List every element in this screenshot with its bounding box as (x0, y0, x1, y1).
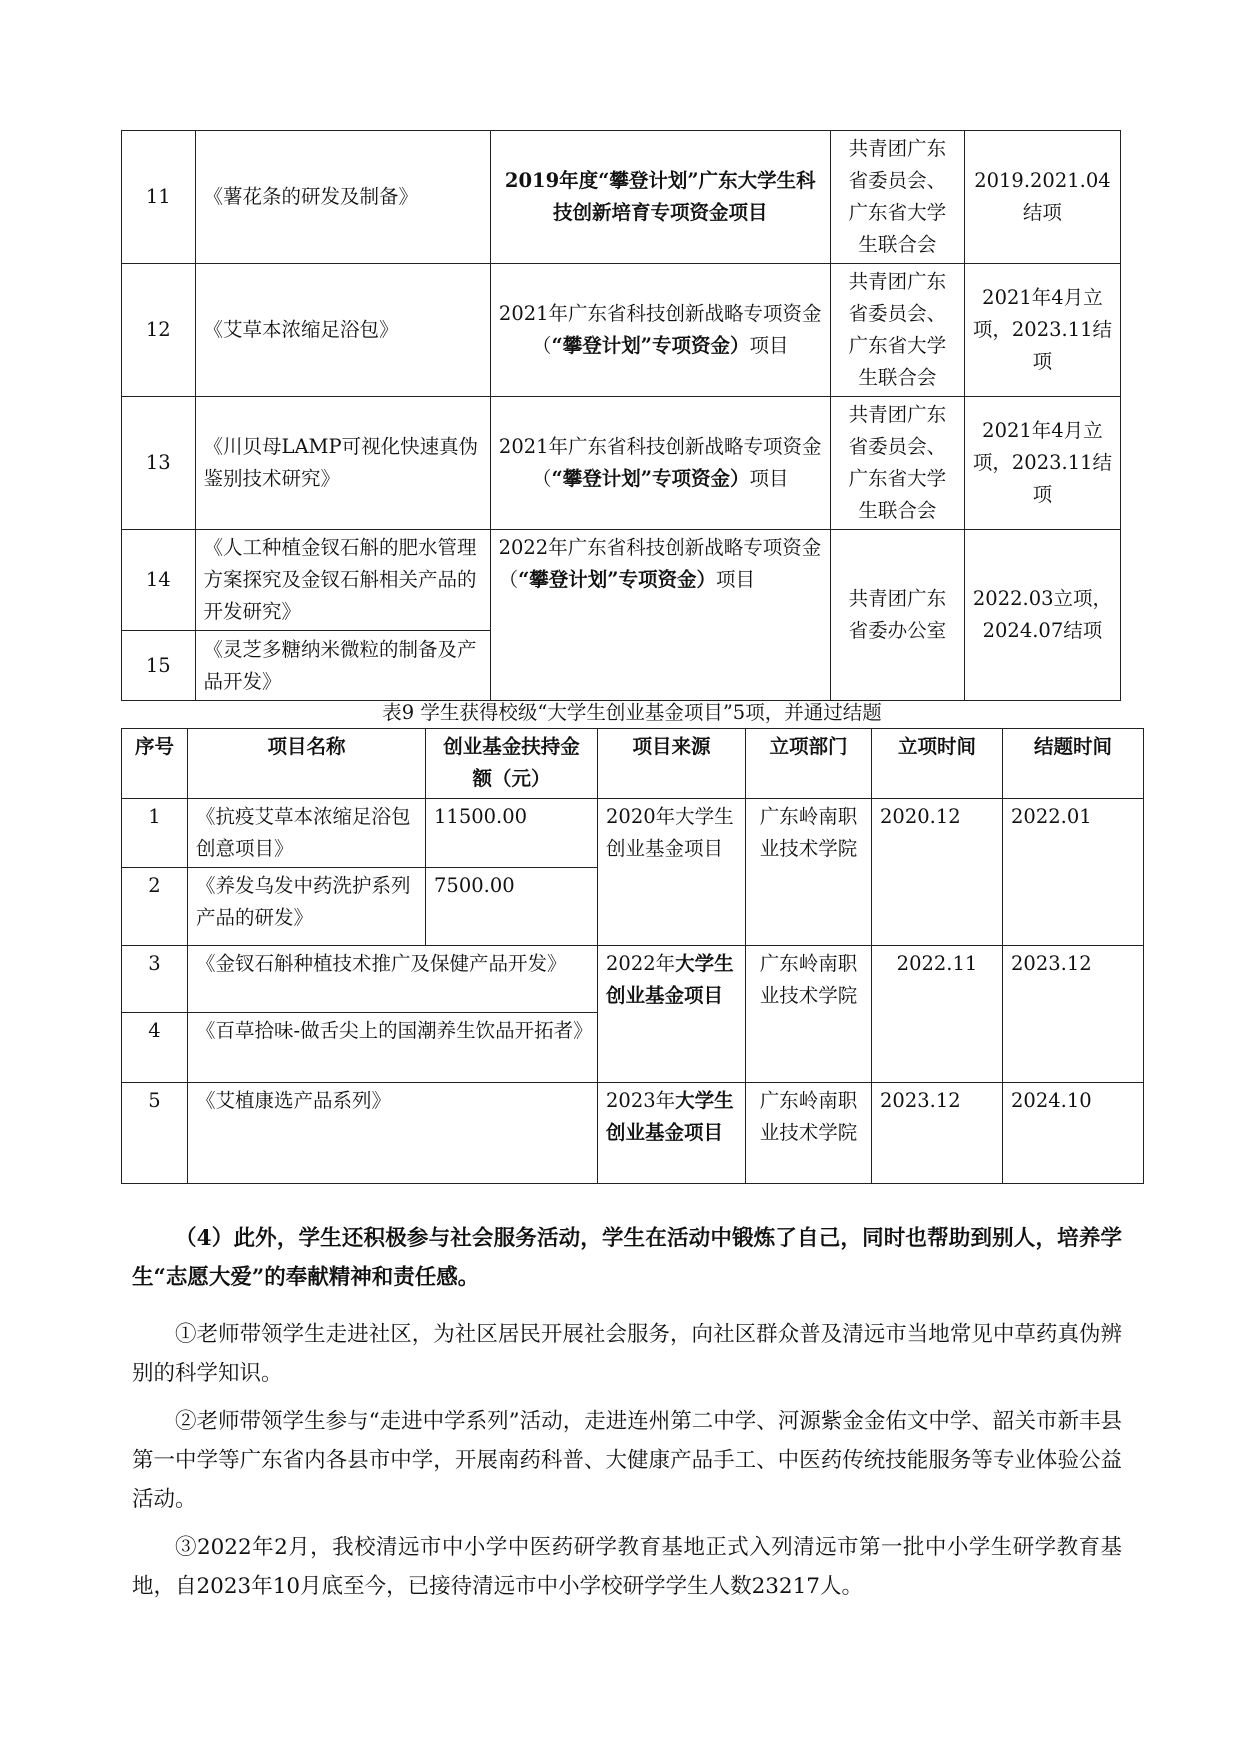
header-dept: 立项部门 (746, 729, 872, 799)
project-name: 《抗疫艾草本浓缩足浴包创意项目》 (188, 799, 426, 868)
project-name: 《养发乌发中药洗护系列产品的研发》 (188, 868, 426, 946)
table-caption: 表9 学生获得校级“大学生创业基金项目”5项，并通过结题 (382, 701, 882, 724)
project-source: 2022年广东省科技创新战略专项资金（“攀登计划”专项资金）项目 (490, 530, 830, 701)
project-name: 《艾草本浓缩足浴包》 (195, 264, 490, 397)
project-dept: 广东岭南职业技术学院 (746, 946, 872, 1083)
table-row (122, 397, 1121, 530)
header-name: 项目名称 (188, 729, 426, 799)
project-time: 2022.03立项，2024.07结项 (964, 530, 1120, 701)
project-source: 2020年大学生创业基金项目 (598, 799, 746, 946)
table-row (122, 946, 1144, 1013)
project-table-continued (121, 130, 1121, 701)
paragraph-4: （4）此外，学生还积极参与社会服务活动，学生在活动中锻炼了自己，同时也帮助到别人，培养学生“志愿大爱”的奉献精神和责任感。 (132, 1226, 1122, 1290)
fund-amount: 7500.00 (426, 868, 598, 946)
end-time: 2022.01 (1003, 799, 1144, 946)
project-source: 2021年广东省科技创新战略专项资金（“攀登计划”专项资金）项目 (490, 264, 830, 397)
table-header-row (122, 729, 1144, 799)
row-number: 1 (122, 799, 188, 868)
table-row (122, 131, 1121, 264)
project-source: 2022年大学生创业基金项目 (598, 946, 746, 1083)
project-source: 2019年度“攀登计划”广东大学生科技创新培育专项资金项目 (490, 131, 830, 264)
project-time: 2021年4月立项，2023.11结项 (964, 397, 1120, 530)
start-time: 2022.11 (872, 946, 1003, 1083)
header-no: 序号 (122, 729, 188, 799)
project-name: 《金钗石斛种植技术推广及保健产品开发》 (188, 946, 598, 1013)
paragraph-item-2: ②老师带领学生参与“走进中学系列”活动，走进连州第二中学、河源紫金金佑文中学、韶关市新丰县第一中学等广东省内各县市中学，开展南药科普、大健康产品手工、中医药传统技能服务等专业体验公益活动。 (132, 1409, 1122, 1512)
row-number: 2 (122, 868, 188, 946)
paragraph-item-3: ③2022年2月，我校清远市中小学中医药研学教育基地正式入列清远市第一批中小学生研学教育基地，自2023年10月底至今，已接待清远市中小学校研学学生人数23217人。 (132, 1535, 1122, 1599)
start-time: 2020.12 (872, 799, 1003, 946)
row-number: 5 (122, 1083, 188, 1184)
header-end: 结题时间 (1003, 729, 1144, 799)
project-name: 《人工种植金钗石斛的肥水管理方案探究及金钗石斛相关产品的开发研究》 (195, 530, 490, 631)
header-amount: 创业基金扶持金额（元） (426, 729, 598, 799)
project-dept: 广东岭南职业技术学院 (746, 1083, 872, 1184)
project-source: 2021年广东省科技创新战略专项资金（“攀登计划”专项资金）项目 (490, 397, 830, 530)
project-dept: 共青团广东省委员会、广东省大学生联合会 (830, 131, 964, 264)
paragraph-item-1: ①老师带领学生走进社区，为社区居民开展社会服务，向社区群众普及清远市当地常见中草药真伪辨别的科学知识。 (132, 1322, 1122, 1386)
row-number: 4 (122, 1013, 188, 1083)
row-number: 14 (122, 530, 196, 631)
row-number: 11 (122, 131, 196, 264)
project-name: 《艾植康选产品系列》 (188, 1083, 598, 1184)
table-row (122, 799, 1144, 868)
project-time: 2019.2021.04结项 (964, 131, 1120, 264)
table-row (122, 530, 1121, 631)
row-number: 12 (122, 264, 196, 397)
row-number: 15 (122, 631, 196, 701)
table-row (122, 264, 1121, 397)
project-name: 《薯花条的研发及制备》 (195, 131, 490, 264)
project-name: 《灵芝多糖纳米微粒的制备及产品开发》 (195, 631, 490, 701)
row-number: 3 (122, 946, 188, 1013)
header-source: 项目来源 (598, 729, 746, 799)
project-name: 《川贝母LAMP可视化快速真伪鉴别技术研究》 (195, 397, 490, 530)
header-start: 立项时间 (872, 729, 1003, 799)
project-dept: 共青团广东省委员会、广东省大学生联合会 (830, 264, 964, 397)
project-name: 《百草拾味-做舌尖上的国潮养生饮品开拓者》 (188, 1013, 598, 1083)
end-time: 2023.12 (1003, 946, 1144, 1083)
project-dept: 共青团广东省委员会、广东省大学生联合会 (830, 397, 964, 530)
project-time: 2021年4月立项，2023.11结项 (964, 264, 1120, 397)
start-time: 2023.12 (872, 1083, 1003, 1184)
project-dept: 共青团广东省委办公室 (830, 530, 964, 701)
end-time: 2024.10 (1003, 1083, 1144, 1184)
row-number: 13 (122, 397, 196, 530)
project-dept: 广东岭南职业技术学院 (746, 799, 872, 946)
fund-amount: 11500.00 (426, 799, 598, 868)
project-source: 2023年大学生创业基金项目 (598, 1083, 746, 1184)
table-row (122, 1083, 1144, 1184)
startup-fund-table (121, 728, 1144, 1184)
